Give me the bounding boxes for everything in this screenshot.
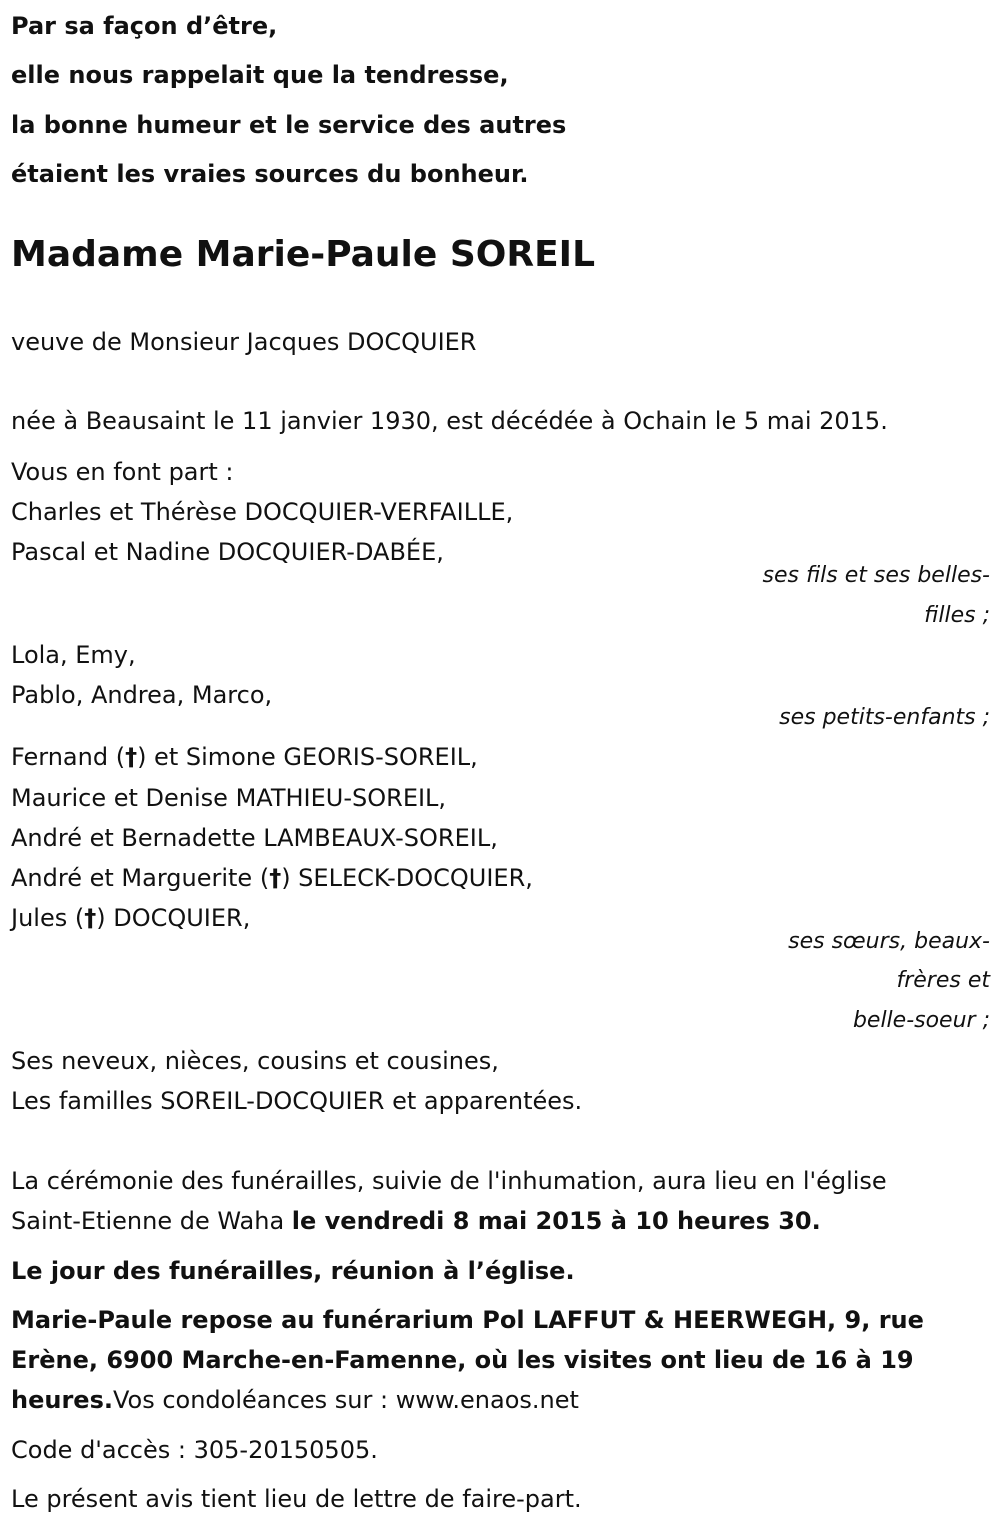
dagger-icon: †	[84, 904, 97, 932]
siblings-relation-2: frères et	[896, 968, 990, 993]
grandchildren-relation: ses petits-enfants ;	[779, 705, 990, 730]
grandchildren-member-2: Pablo, Andrea, Marco,	[11, 681, 273, 709]
condolences-link[interactable]: Vos condoléances sur : www.enaos.net	[112, 1386, 579, 1414]
sibling-member-5: Jules (†) DOCQUIER,	[11, 904, 251, 932]
children-member-1: Charles et Thérèse DOCQUIER-VERFAILLE,	[11, 498, 514, 526]
sibling-member-3: André et Bernadette LAMBEAUX-SOREIL,	[11, 824, 498, 852]
funeral-home-line-3: heures.Vos condoléances sur : www.enaos.net	[11, 1386, 579, 1414]
meeting-notice: Le jour des funérailles, réunion à l’église.	[11, 1257, 575, 1285]
widow-of: veuve de Monsieur Jacques DOCQUIER	[11, 328, 477, 356]
sibling-member-1: Fernand (†) et Simone GEORIS-SOREIL,	[11, 743, 478, 771]
access-code: Code d'accès : 305-20150505.	[11, 1436, 378, 1464]
siblings-relation-1: ses sœurs, beaux-	[788, 929, 990, 954]
epigraph-line-1: Par sa façon d’être,	[11, 12, 278, 40]
closing-notice: Le présent avis tient lieu de lettre de faire-part.	[11, 1485, 582, 1513]
dagger-icon: †	[125, 743, 138, 771]
funeral-home-line-2: Erène, 6900 Marche-en-Famenne, où les visites ont lieu de 16 à 19	[11, 1346, 914, 1374]
sibling-member-2: Maurice et Denise MATHIEU-SOREIL,	[11, 784, 447, 812]
ceremony-date: le vendredi 8 mai 2015 à 10 heures 30.	[291, 1207, 821, 1235]
children-member-2: Pascal et Nadine DOCQUIER-DABÉE,	[11, 538, 444, 566]
ceremony-line-2: Saint-Etienne de Waha le vendredi 8 mai 2015 à 10 heures 30.	[11, 1207, 821, 1235]
announce-intro: Vous en font part :	[11, 458, 234, 486]
birth-death: née à Beausaint le 11 janvier 1930, est décédée à Ochain le 5 mai 2015.	[11, 407, 888, 435]
extended-family-2: Les familles SOREIL-DOCQUIER et apparentées.	[11, 1087, 583, 1115]
sibling-member-4: André et Marguerite (†) SELECK-DOCQUIER,	[11, 864, 533, 892]
children-relation-1: ses fils et ses belles-	[762, 563, 990, 588]
siblings-relation-3: belle-soeur ;	[852, 1008, 990, 1033]
dagger-icon: †	[269, 864, 282, 892]
children-relation-2: filles ;	[924, 603, 990, 628]
deceased-name: Madame Marie-Paule SOREIL	[11, 234, 596, 275]
grandchildren-member-1: Lola, Emy,	[11, 641, 136, 669]
extended-family-1: Ses neveux, nièces, cousins et cousines,	[11, 1047, 499, 1075]
ceremony-line-1: La cérémonie des funérailles, suivie de l'inhumation, aura lieu en l'église	[11, 1167, 887, 1195]
epigraph-line-4: étaient les vraies sources du bonheur.	[11, 160, 529, 188]
funeral-home-line-1: Marie-Paule repose au funérarium Pol LAFFUT & HEERWEGH, 9, rue	[11, 1306, 924, 1334]
epigraph-line-3: la bonne humeur et le service des autres	[11, 111, 567, 139]
epigraph-line-2: elle nous rappelait que la tendresse,	[11, 61, 509, 89]
